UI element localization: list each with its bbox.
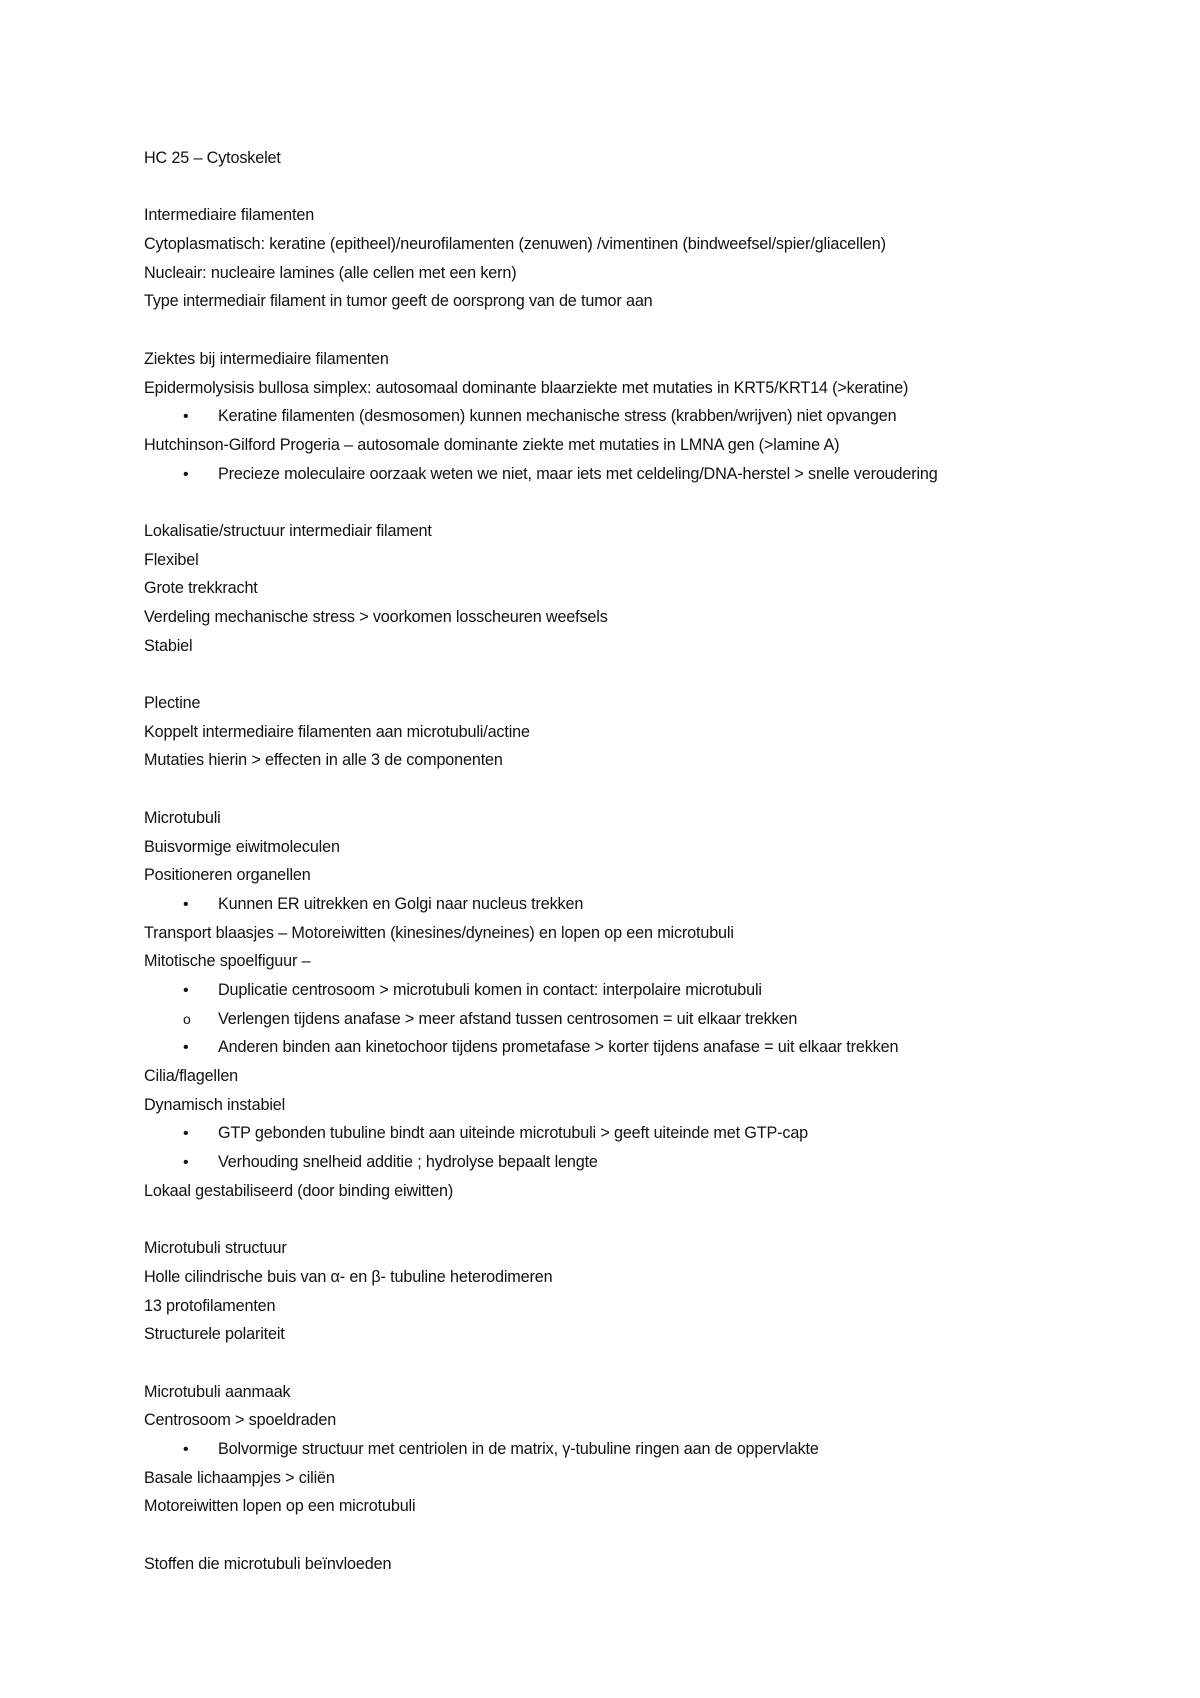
section-heading: Microtubuli aanmaak — [144, 1382, 291, 1401]
bullet-icon — [183, 460, 188, 490]
bullet-text: Verlengen tijdens anafase > meer afstand tussen centrosomen = uit elkaar trekken — [218, 1009, 798, 1028]
text-line: Cytoplasmatisch: keratine (epitheel)/neurofilamenten (zenuwen) /vimentinen (bindweefsel/spier/gliacellen) — [144, 235, 886, 254]
bullet-text: Verhouding snelheid additie ; hydrolyse bepaalt lengte — [218, 1153, 598, 1172]
bullet-icon — [183, 1033, 188, 1063]
document-title: HC 25 – Cytoskelet — [144, 149, 281, 167]
bullet-item — [144, 1005, 1084, 1034]
document-body — [144, 144, 1084, 1578]
bullet-item — [144, 1148, 1084, 1177]
bullet-text: Keratine filamenten (desmosomen) kunnen mechanische stress (krabben/wrijven) niet opvangen — [218, 407, 897, 426]
text-line: Buisvormige eiwitmoleculen — [144, 837, 340, 856]
bullet-icon — [183, 1148, 188, 1178]
bullet-icon — [183, 1435, 188, 1465]
paragraph-gap — [144, 775, 1084, 804]
circle-bullet-icon — [183, 1005, 191, 1034]
bullet-icon — [183, 1119, 188, 1149]
bullet-icon — [183, 402, 188, 432]
text-line: Mutaties hierin > effecten in alle 3 de componenten — [144, 751, 503, 770]
paragraph-gap — [144, 660, 1084, 689]
text-line: Grote trekkracht — [144, 579, 258, 598]
paragraph-gap — [144, 1521, 1084, 1550]
section-heading: Lokalisatie/structuur intermediair filament — [144, 521, 432, 540]
bullet-item — [144, 460, 1084, 489]
text-line: Type intermediair filament in tumor geeft de oorsprong van de tumor aan — [144, 292, 653, 311]
text-line: 13 protofilamenten — [144, 1296, 276, 1315]
text-line: Nucleair: nucleaire lamines (alle cellen met een kern) — [144, 263, 517, 282]
bullet-text: Anderen binden aan kinetochoor tijdens prometafase > korter tijdens anafase = uit elkaar trekken — [218, 1038, 899, 1057]
section-heading: Intermediaire filamenten — [144, 206, 315, 225]
bullet-icon — [183, 890, 188, 920]
bullet-text: Duplicatie centrosoom > microtubuli komen in contact: interpolaire microtubuli — [218, 980, 762, 999]
text-line: Cilia/flagellen — [144, 1067, 239, 1085]
document-sections — [144, 173, 1084, 1579]
text-line: Koppelt intermediaire filamenten aan microtubuli/actine — [144, 722, 530, 741]
bullet-text: Kunnen ER uitrekken en Golgi naar nucleus trekken — [218, 894, 584, 913]
bullet-item — [144, 976, 1084, 1005]
section-heading: Stoffen die microtubuli beïnvloeden — [144, 1554, 392, 1573]
section-heading: Microtubuli — [144, 808, 221, 827]
bullet-item — [144, 890, 1084, 919]
section-heading: Plectine — [144, 694, 201, 713]
text-line: Holle cilindrische buis van α- en β- tubuline heterodimeren — [144, 1267, 553, 1286]
text-line: Structurele polariteit — [144, 1325, 285, 1344]
bullet-item — [144, 1033, 1084, 1062]
text-line: Motoreiwitten lopen op een microtubuli — [144, 1497, 416, 1516]
paragraph-gap — [144, 1205, 1084, 1234]
bullet-text: Precieze moleculaire oorzaak weten we niet, maar iets met celdeling/DNA-herstel > snelle veroudering — [218, 464, 938, 483]
section-heading: Microtubuli structuur — [144, 1239, 287, 1258]
bullet-text: GTP gebonden tubuline bindt aan uiteinde microtubuli > geeft uiteinde met GTP-cap — [218, 1124, 809, 1143]
paragraph-gap — [144, 1349, 1084, 1378]
text-line: Centrosoom > spoeldraden — [144, 1411, 337, 1430]
text-line: Lokaal gestabiliseerd (door binding eiwitten) — [144, 1181, 454, 1200]
text-line: Transport blaasjes – Motoreiwitten (kinesines/dyneines) en lopen op een microtubuli — [144, 923, 734, 942]
bullet-item — [144, 1119, 1084, 1148]
text-line: Basale lichaampjes > ciliën — [144, 1468, 335, 1487]
text-line: Dynamisch instabiel — [144, 1095, 286, 1114]
paragraph-gap — [144, 173, 1084, 202]
text-line: Hutchinson-Gilford Progeria – autosomale dominante ziekte met mutaties in LMNA gen (>lamine A) — [144, 435, 840, 454]
paragraph-gap — [144, 488, 1084, 517]
bullet-text: Bolvormige structuur met centriolen in de matrix, γ-tubuline ringen aan de oppervlakte — [218, 1439, 819, 1458]
section-heading: Ziektes bij intermediaire filamenten — [144, 349, 389, 368]
bullet-icon — [183, 976, 188, 1006]
text-line: Positioneren organellen — [144, 866, 311, 885]
paragraph-gap — [144, 316, 1084, 345]
text-line: Verdeling mechanische stress > voorkomen losscheuren weefsels — [144, 608, 608, 626]
bullet-item — [144, 1435, 1084, 1464]
text-line: Flexibel — [144, 550, 199, 569]
text-line: Epidermolysisis bullosa simplex: autosomaal dominante blaarziekte met mutaties in KRT5/KRT14 (>keratine) — [144, 378, 909, 397]
text-line: Mitotische spoelfiguur – — [144, 952, 311, 971]
bullet-item — [144, 402, 1084, 431]
text-line: Stabiel — [144, 636, 193, 655]
